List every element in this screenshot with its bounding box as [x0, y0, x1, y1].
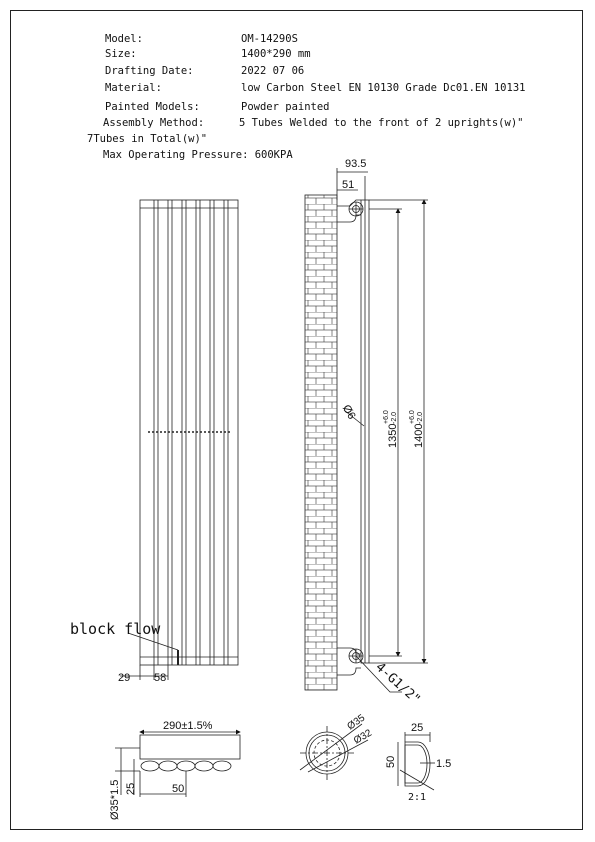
plan-tube — [159, 761, 177, 771]
side-dim-centres-group — [383, 410, 399, 448]
oval-profile-inner — [405, 745, 427, 783]
round-dim-inner: Ø32 — [352, 727, 374, 747]
oval-scale: 2:1 — [408, 792, 427, 803]
side-connection: 4-G1/2" — [372, 659, 424, 708]
side-dim-height-group — [409, 410, 425, 448]
spec-model-label: Model: — [105, 33, 143, 45]
spec-drafting-date-value: 2022 07 06 — [241, 65, 305, 77]
spec-size-value: 1400*290 mm — [241, 48, 311, 60]
plan-dim-upright-w: 25 — [125, 782, 137, 795]
plan-tube — [177, 761, 195, 771]
side-dim-offset: 51 — [342, 179, 355, 191]
spec-size-label: Size: — [105, 48, 137, 60]
front-dim-right: 58 — [154, 672, 167, 684]
front-view — [120, 200, 238, 680]
spec-max-pressure: Max Operating Pressure: 600KPA — [103, 149, 293, 161]
side-dim-depth: 93.5 — [345, 158, 367, 170]
plan-upright — [140, 735, 240, 759]
side-dim-height-tol-minus: -2.0 — [417, 411, 424, 424]
plan-tube — [213, 761, 231, 771]
oval-dim-width: 25 — [411, 722, 424, 734]
spec-painted-models-label: Painted Models: — [105, 101, 200, 113]
side-view — [305, 168, 428, 692]
round-section — [300, 724, 368, 780]
spec-material-value: low Carbon Steel EN 10130 Grade Dc01.EN 10131 — [241, 82, 526, 94]
side-dim-centres: 1350 — [387, 423, 399, 448]
front-dim-left: 29 — [118, 672, 131, 684]
oval-dim-height: 50 — [385, 755, 397, 768]
plan-dim-width: 290±1.5% — [163, 720, 213, 732]
side-dim-height-tol-plus: +6.0 — [409, 410, 416, 424]
spec-drafting-date-label: Drafting Date: — [105, 65, 194, 77]
oval-profile-outer — [405, 742, 430, 786]
oval-dim-wall: 1.5 — [436, 758, 452, 770]
spec-model-value: OM-14290S — [241, 33, 298, 45]
plan-dim-pitch: 50 — [172, 783, 185, 795]
top-bracket — [337, 200, 361, 206]
spec-painted-models-value: Powder painted — [241, 101, 330, 113]
spec-assembly-method-value: 5 Tubes Welded to the front of 2 uprights(w)" — [239, 117, 524, 129]
spec-material-label: Material: — [105, 82, 162, 94]
spec-tubes-total: 7Tubes in Total(w)" — [87, 133, 208, 145]
plan-tube — [195, 761, 213, 771]
wall-brick — [305, 195, 337, 690]
side-dim-pipe: Ø6 — [339, 402, 358, 422]
round-dim-outer: Ø35 — [345, 712, 368, 733]
plan-dim-tube-dia: Ø35*1.5 — [109, 779, 121, 820]
oval-section — [398, 732, 435, 790]
plan-tube — [141, 761, 159, 771]
block-flow-label: block flow — [70, 620, 161, 638]
side-dim-centres-tol-minus: -2.0 — [391, 411, 398, 424]
spec-assembly-method-label: Assembly Method: — [103, 117, 205, 129]
side-dim-height: 1400 — [413, 423, 425, 448]
side-dim-centres-tol-plus: +6.0 — [383, 410, 390, 424]
